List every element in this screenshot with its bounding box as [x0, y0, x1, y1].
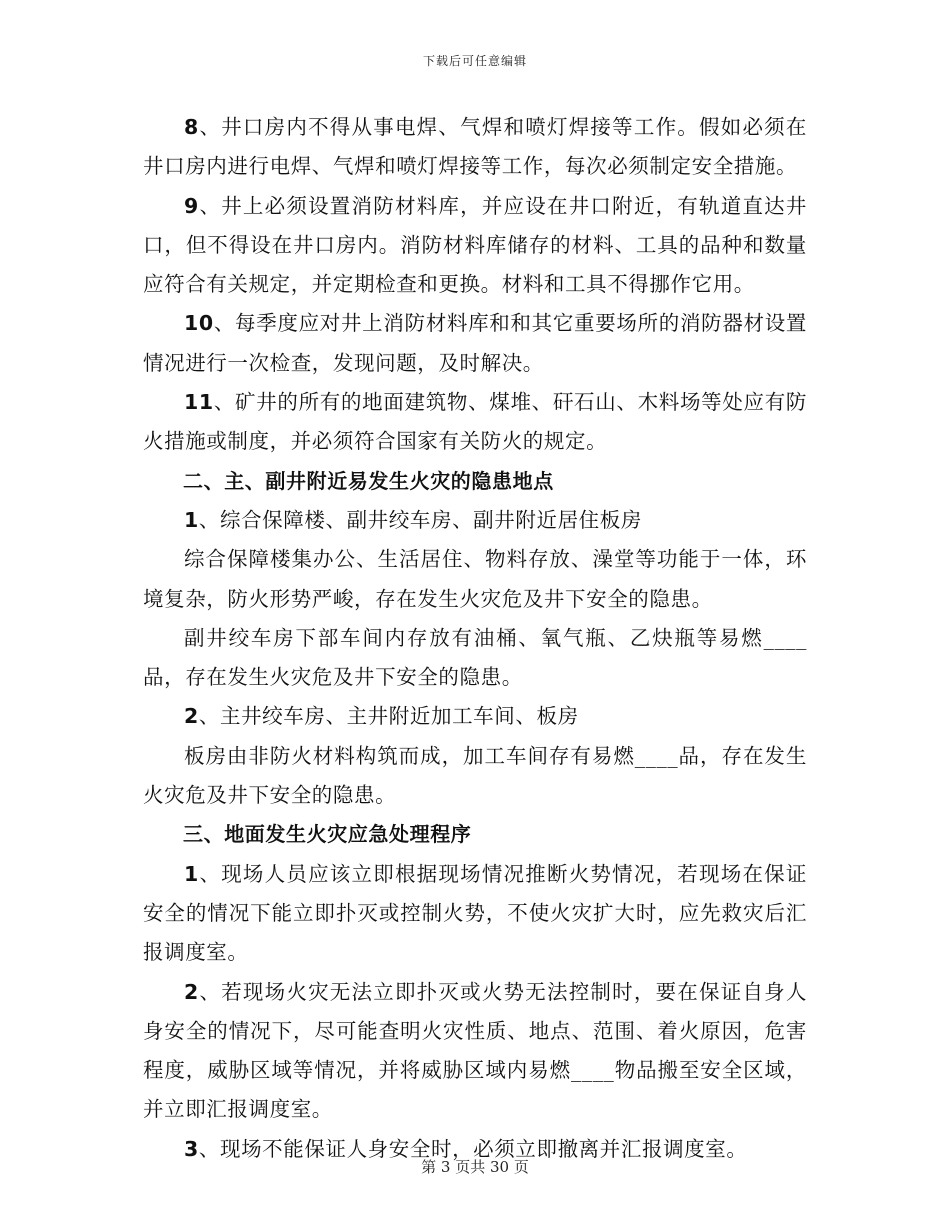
paragraph-text: 、若现场火灾无法立即扑灭或火势无法控制时，要在保证自身人身安全的情况下，尽可能查明火灾性质、地点、范围、着火原因，危害程度，威胁区域等情况，并将威胁区域内易燃____物品搬至安全区域，并立即汇报调度室。 [143, 979, 807, 1122]
paragraph-10 [143, 304, 807, 383]
paragraph-text: 、每季度应对井上消防材料库和和其它重要场所的消防器材设置情况进行一次检查，发现问题，及时解决。 [143, 311, 807, 375]
section2-paragraph [143, 619, 807, 698]
document-body [143, 108, 807, 1169]
item-number: 10 [184, 311, 214, 336]
paragraph-text: 、综合保障楼、副井绞车房、副井附近居住板房 [198, 507, 642, 532]
section-heading-3: 三、地面发生火灾应急处理程序 [183, 822, 472, 847]
paragraph-text: 、现场人员应该立即根据现场情况推断火势情况，若现场在保证安全的情况下能立即扑灭或控制火势，不使火灾扩大时，应先救灾后汇报调度室。 [143, 861, 807, 965]
section2-paragraph [143, 540, 807, 619]
item-number: 3 [184, 1136, 199, 1161]
item-number: 1 [184, 861, 199, 886]
item-number: 8 [184, 115, 199, 139]
paragraph-text: 、主井绞车房、主井附近加工车间、板房 [198, 704, 579, 729]
section3-item-1 [143, 855, 807, 973]
paragraph-text: 、井口房内不得从事电焊、气焊和喷灯焊接等工作。假如必须在井口房内进行电焊、气焊和喷灯焊接等工作，每次必须制定安全措施。 [143, 115, 807, 179]
section2-item-2 [143, 697, 807, 736]
paragraph-text: 、矿井的所有的地面建筑物、煤堆、矸石山、木料场等处应有防火措施或制度，并必须符合国家有关防火的规定。 [143, 390, 807, 454]
paragraph-8 [143, 108, 807, 187]
section2-paragraph [143, 737, 807, 816]
paragraph-11 [143, 383, 807, 462]
item-number: 2 [184, 979, 199, 1004]
page-footer: 第 3 页共 30 页 [421, 1158, 529, 1176]
paragraph-9 [143, 187, 807, 305]
section3-item-2 [143, 973, 807, 1130]
page-header: 下载后可任意编辑 [422, 54, 527, 68]
item-number: 1 [184, 507, 199, 532]
paragraph-text: 综合保障楼集办公、生活居住、物料存放、澡堂等功能于一体，环境复杂，防火形势严峻，存在发生火灾危及井下安全的隐患。 [143, 547, 807, 611]
paragraph-text: 板房由非防火材料构筑而成，加工车间存有易燃____品，存在发生火灾危及井下安全的隐患。 [143, 743, 807, 808]
item-number: 2 [184, 704, 199, 729]
item-number: 11 [184, 390, 214, 415]
section-heading-2: 二、主、副井附近易发生火灾的隐患地点 [183, 468, 554, 493]
paragraph-text: 、井上必须设置消防材料库，并应设在井口附近，有轨道直达井口，但不得设在井口房内。消防材料库储存的材料、工具的品种和数量应符合有关规定，并定期检查和更换。材料和工具不得挪作它用。 [143, 193, 807, 297]
paragraph-text: 、现场不能保证人身安全时，必须立即撤离并汇报调度室。 [198, 1136, 748, 1161]
section2-item-1 [143, 501, 807, 540]
item-number: 9 [184, 193, 199, 218]
paragraph-text: 副井绞车房下部车间内存放有油桶、氧气瓶、乙炔瓶等易燃____品，存在发生火灾危及井下安全的隐患。 [143, 625, 807, 690]
